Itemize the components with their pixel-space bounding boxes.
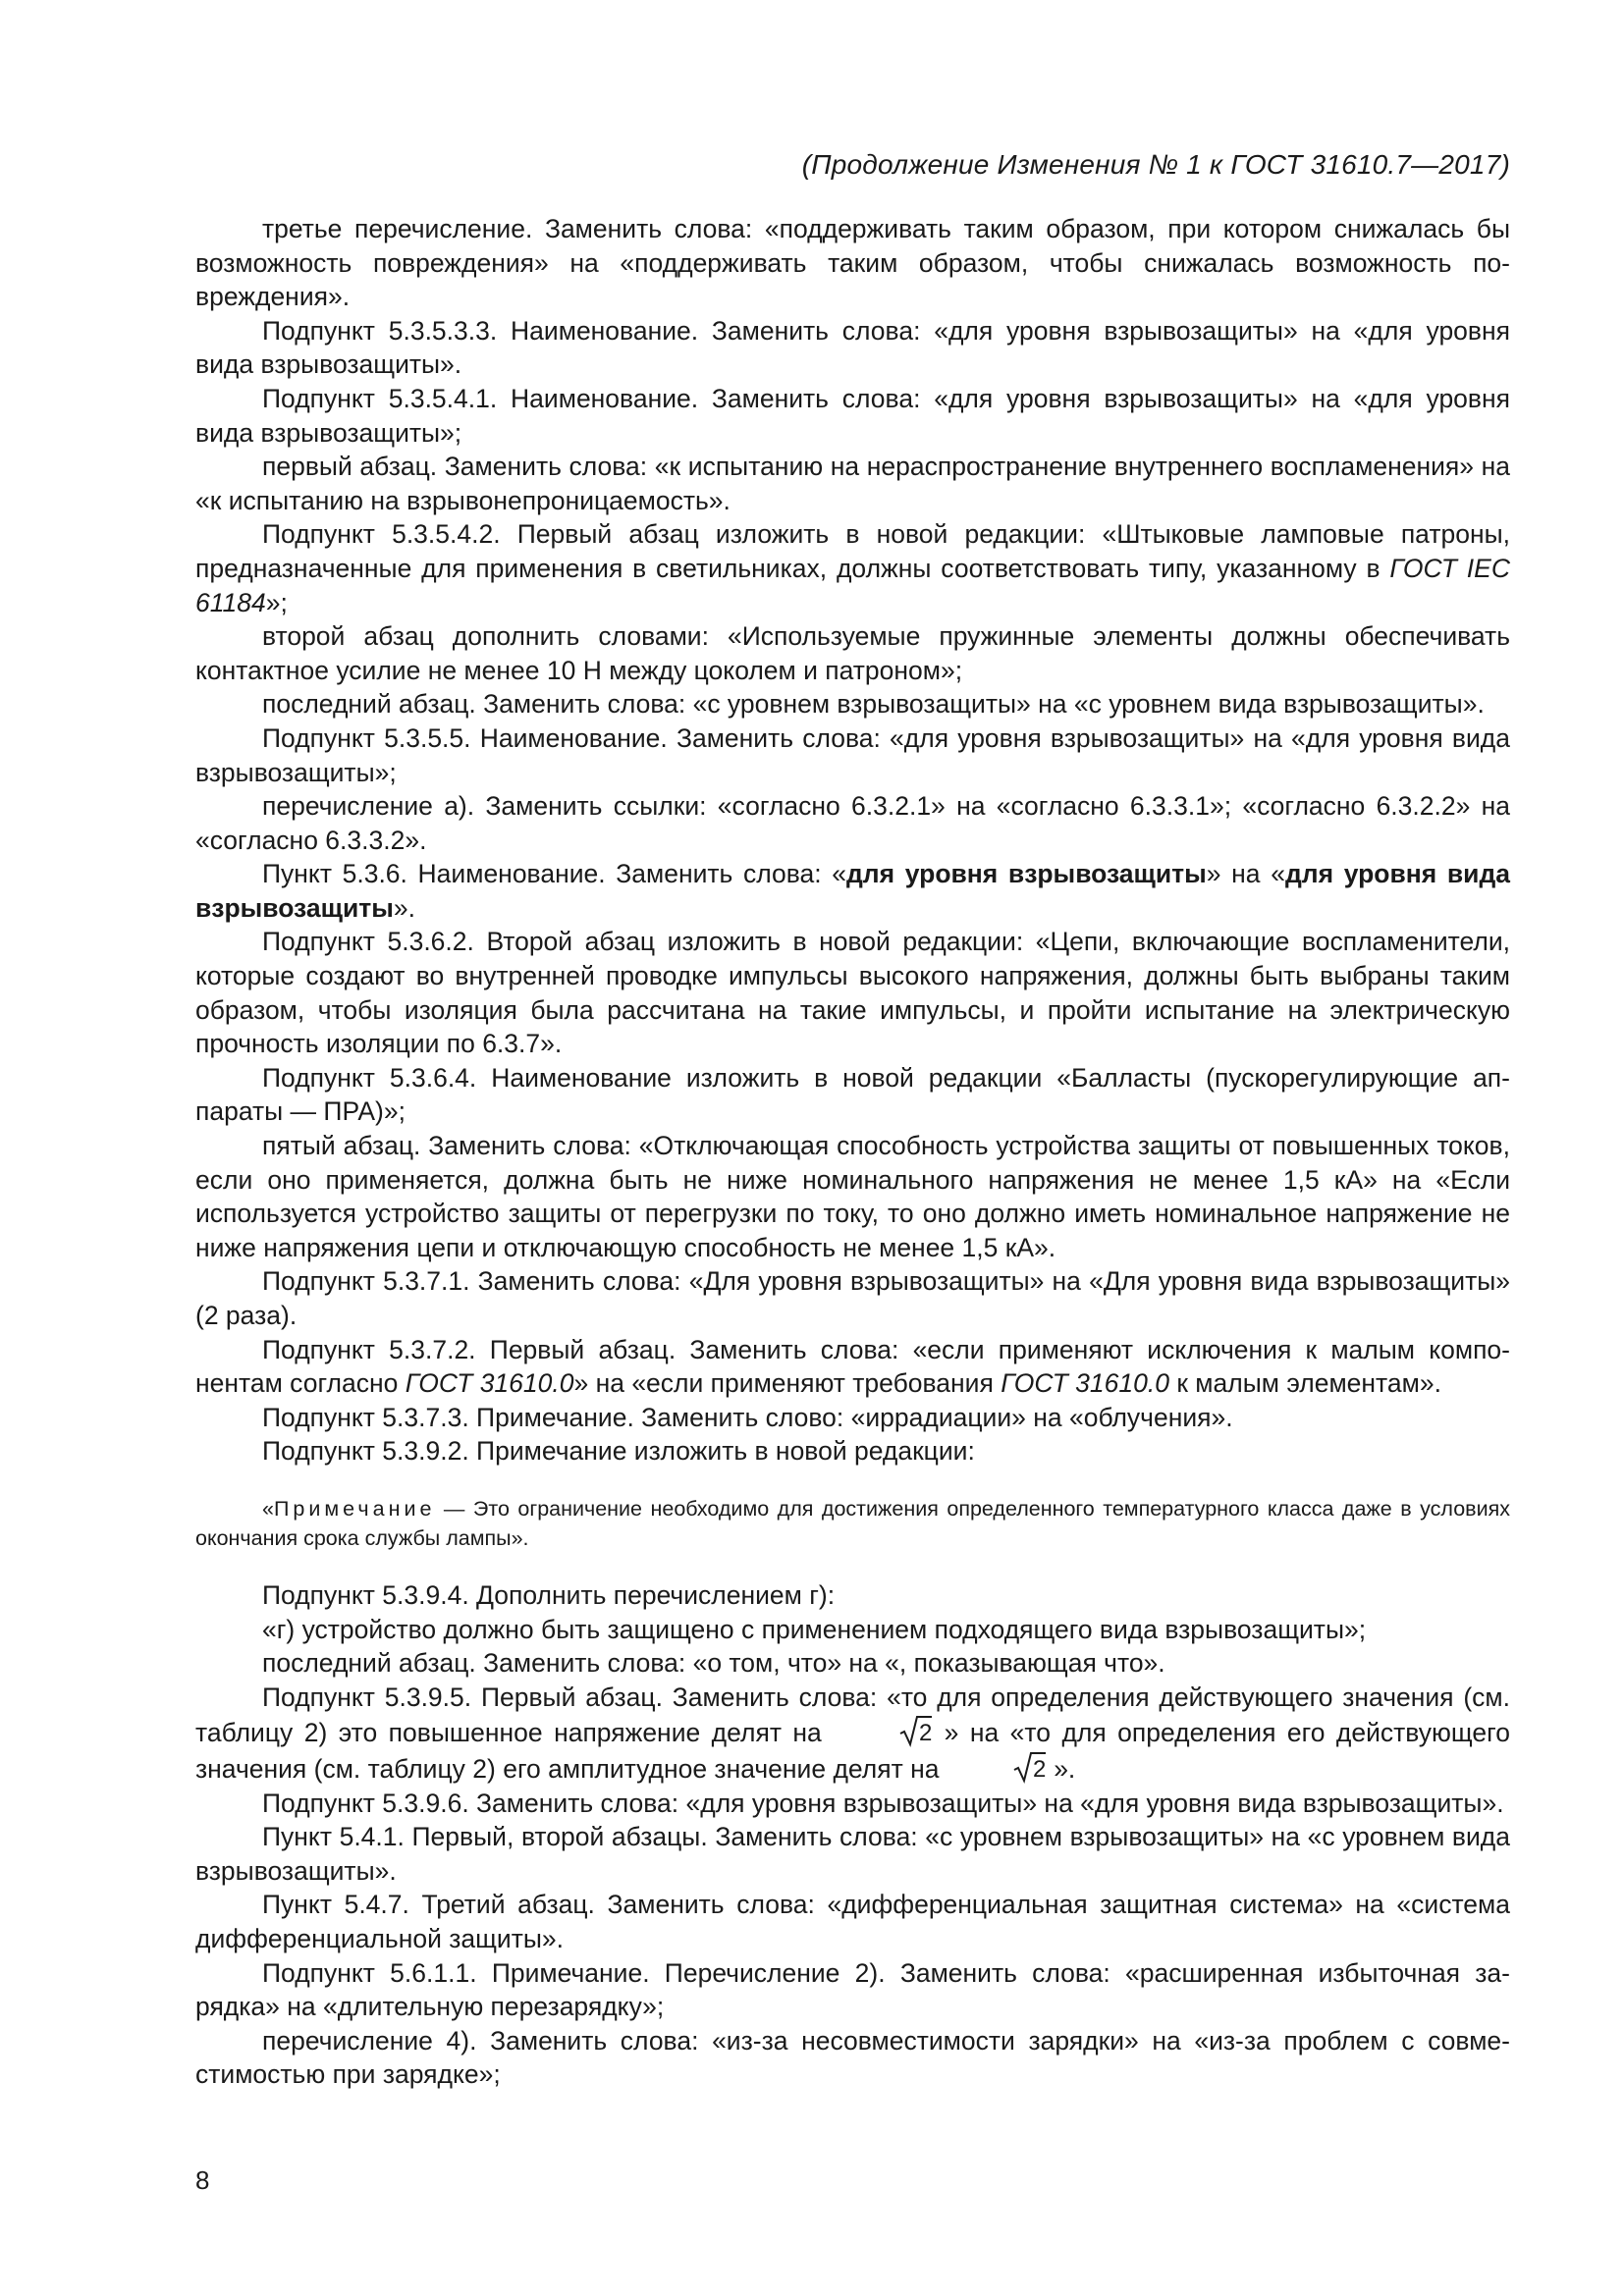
paragraph: Подпункт 5.3.9.6. Заменить слова: «для уровня взрывозащиты» на «для уровня вида взрывозащиты». <box>262 1788 1504 1818</box>
paragraph: Подпункт 5.6.1.1. Примечание. Перечисление 2). Заменить слова: «расширенная избыточная зарядка» на «длительную перезарядку»; <box>195 1957 1510 2022</box>
paragraph: Пункт 5.4.1. Первый, второй абзацы. Заменить слова: «с уровнем взрывозащиты» на «с уровнем вида взрывозащиты». <box>195 1822 1510 1886</box>
paragraph: пятый абзац. Заменить слова: «Отключающая способность устройства защиты от повышенных токов, если оно применяется, должна быть не ниже номинального напряжения не менее 1,5 кА» на «Если используется устройство защиты от перегрузки по току, то оно должно иметь номинальное напряжение не ниже напряжения цепи и отключающую способность не менее 1,5 кА». <box>195 1131 1510 1262</box>
paragraph: Пункт 5.4.7. Третий абзац. Заменить слова: «дифференциальная защитная система» на «система дифференциальной защиты». <box>195 1890 1510 1953</box>
paragraph: Подпункт 5.3.5.4.1. Наименование. Заменить слова: «для уровня взрывозащиты» на «для уровня вида взрывозащиты»; <box>195 383 1510 448</box>
text-run: »; <box>265 587 288 617</box>
text-run: к малым элементам». <box>1168 1368 1441 1399</box>
paragraph: последний абзац. Заменить слова: «о том, что» на «, показывающая что». <box>262 1648 1165 1679</box>
sqrt-symbol <box>947 1750 1047 1787</box>
paragraph: Подпункт 5.3.9.4. Дополнить перечислением г): <box>262 1579 836 1610</box>
paragraph <box>195 1333 1510 1401</box>
text-run: » на «если применяют требования <box>573 1368 1001 1399</box>
paragraph: третье перечисление. Заменить слова: «поддерживать таким образом, при котором снижалась бы возможность повреждения» на «поддерживать таким образом, чтобы снижалась возможность повреждения». <box>195 214 1510 312</box>
text-run: » на «то для определения его действующего значения (см. таблицу 2) его амплитудное значение делят на <box>195 1718 1510 1784</box>
sqrt-argument: 2 <box>919 1720 933 1747</box>
paragraph: Подпункт 5.3.5.3.3. Наименование. Заменить слова: «для уровня взрывозащиты» на «для уровня вида взрывозащиты». <box>195 315 1510 380</box>
page-header: (Продолжение Изменения № 1 к ГОСТ 31610.7—2017) <box>801 149 1510 180</box>
text-run: Подпункт 5.3.7.2. Первый абзац. Заменить слова: «если применяют исключения к малым компонентам согласно <box>195 1334 1510 1399</box>
text-run: » на « <box>1206 859 1285 889</box>
sqrt-symbol <box>833 1714 933 1750</box>
text-run: Пункт 5.3.6. Наименование. Заменить слова: « <box>262 859 846 889</box>
paragraph <box>195 517 1510 619</box>
standard-reference: ГОСТ 31610.0 <box>405 1368 574 1399</box>
paragraph: Подпункт 5.3.7.3. Примечание. Заменить слово: «иррадиации» на «облучения». <box>262 1402 1233 1432</box>
paragraph: первый абзац. Заменить слова: «к испытанию на нераспространение внутреннего воспламенения» на «к испытанию на взрывонепроницаемость». <box>195 452 1510 515</box>
paragraph: последний абзац. Заменить слова: «с уровнем взрывозащиты» на «с уровнем вида взрывозащиты». <box>262 689 1485 720</box>
standard-reference: ГОСТ IEC 61184 <box>195 553 1510 617</box>
paragraph: Подпункт 5.3.6.4. Наименование изложить в новой редакции «Балласты (пускорегулирующие аппараты — ПРА)»; <box>195 1062 1510 1127</box>
text-run: ». <box>393 892 415 923</box>
standard-reference: ГОСТ 31610.0 <box>1001 1368 1169 1399</box>
note-label: Примечание <box>273 1496 436 1521</box>
paragraph: «г) устройство должно быть защищено с применением подходящего вида взрывозащиты»; <box>262 1614 1367 1644</box>
paragraph: Подпункт 5.3.5.5. Наименование. Заменить слова: «для уровня взрывозащиты» на «для уровня вида взрывозащиты»; <box>195 722 1510 787</box>
sqrt-sign-icon <box>899 1714 933 1747</box>
note-block <box>195 1494 1510 1553</box>
sqrt-sign-icon <box>1013 1750 1047 1784</box>
page-number: 8 <box>195 2165 210 2195</box>
note-text: — Это ограничение необходимо для достижения определенного температурного класса даже в условиях окончания срока службы лампы». <box>195 1496 1510 1550</box>
document-body <box>195 212 1510 2092</box>
paragraph <box>195 857 1510 925</box>
paragraph: второй абзац дополнить словами: «Используемые пружинные элементы должны обеспечивать контактное усилие не менее 10 Н между цоколем и патроном»; <box>195 621 1510 685</box>
bold-phrase: для уровня вида взрывозащиты <box>195 859 1511 923</box>
sqrt-argument: 2 <box>1032 1755 1047 1783</box>
paragraph: Подпункт 5.3.6.2. Второй абзац изложить в новой редакции: «Цепи, включающие воспламенители, которые создают во внутренней проводке импульсы высокого напряжения, должны быть выбраны таким образом, чтобы изоляция была рассчитана на такие импульсы, и пройти испытание на электрическую прочность изоляции по 6.3.7». <box>195 927 1510 1059</box>
paragraph: Подпункт 5.3.7.1. Заменить слова: «Для уровня взрывозащиты» на «Для уровня вида взрывозащиты» (2 раза). <box>195 1266 1510 1330</box>
paragraph: Подпункт 5.3.9.2. Примечание изложить в новой редакции: <box>262 1436 975 1467</box>
paragraph <box>195 1681 1510 1787</box>
paragraph: перечисление 4). Заменить слова: «из-за несовместимости зарядки» на «из-за проблем с совместимостью при зарядке»; <box>195 2025 1510 2090</box>
text-run: ». <box>1046 1753 1076 1784</box>
text-run: « <box>262 1496 274 1521</box>
bold-phrase: для уровня взрывозащиты <box>845 859 1207 889</box>
text-run: Подпункт 5.3.9.5. Первый абзац. Заменить слова: «то для определения действующего значения (см. таблицу 2) это повышенное напряжение делят на <box>195 1682 1510 1748</box>
paragraph: перечисление а). Заменить ссылки: «согласно 6.3.2.1» на «согласно 6.3.3.1»; «согласно 6.3.2.2» на «согласно 6.3.3.2». <box>195 791 1510 855</box>
text-run: Подпункт 5.3.5.4.2. Первый абзац изложить в новой редакции: «Штыковые ламповые патроны, предназначенные для применения в светильниках, должны соответствовать типу, указанному в <box>195 519 1510 583</box>
